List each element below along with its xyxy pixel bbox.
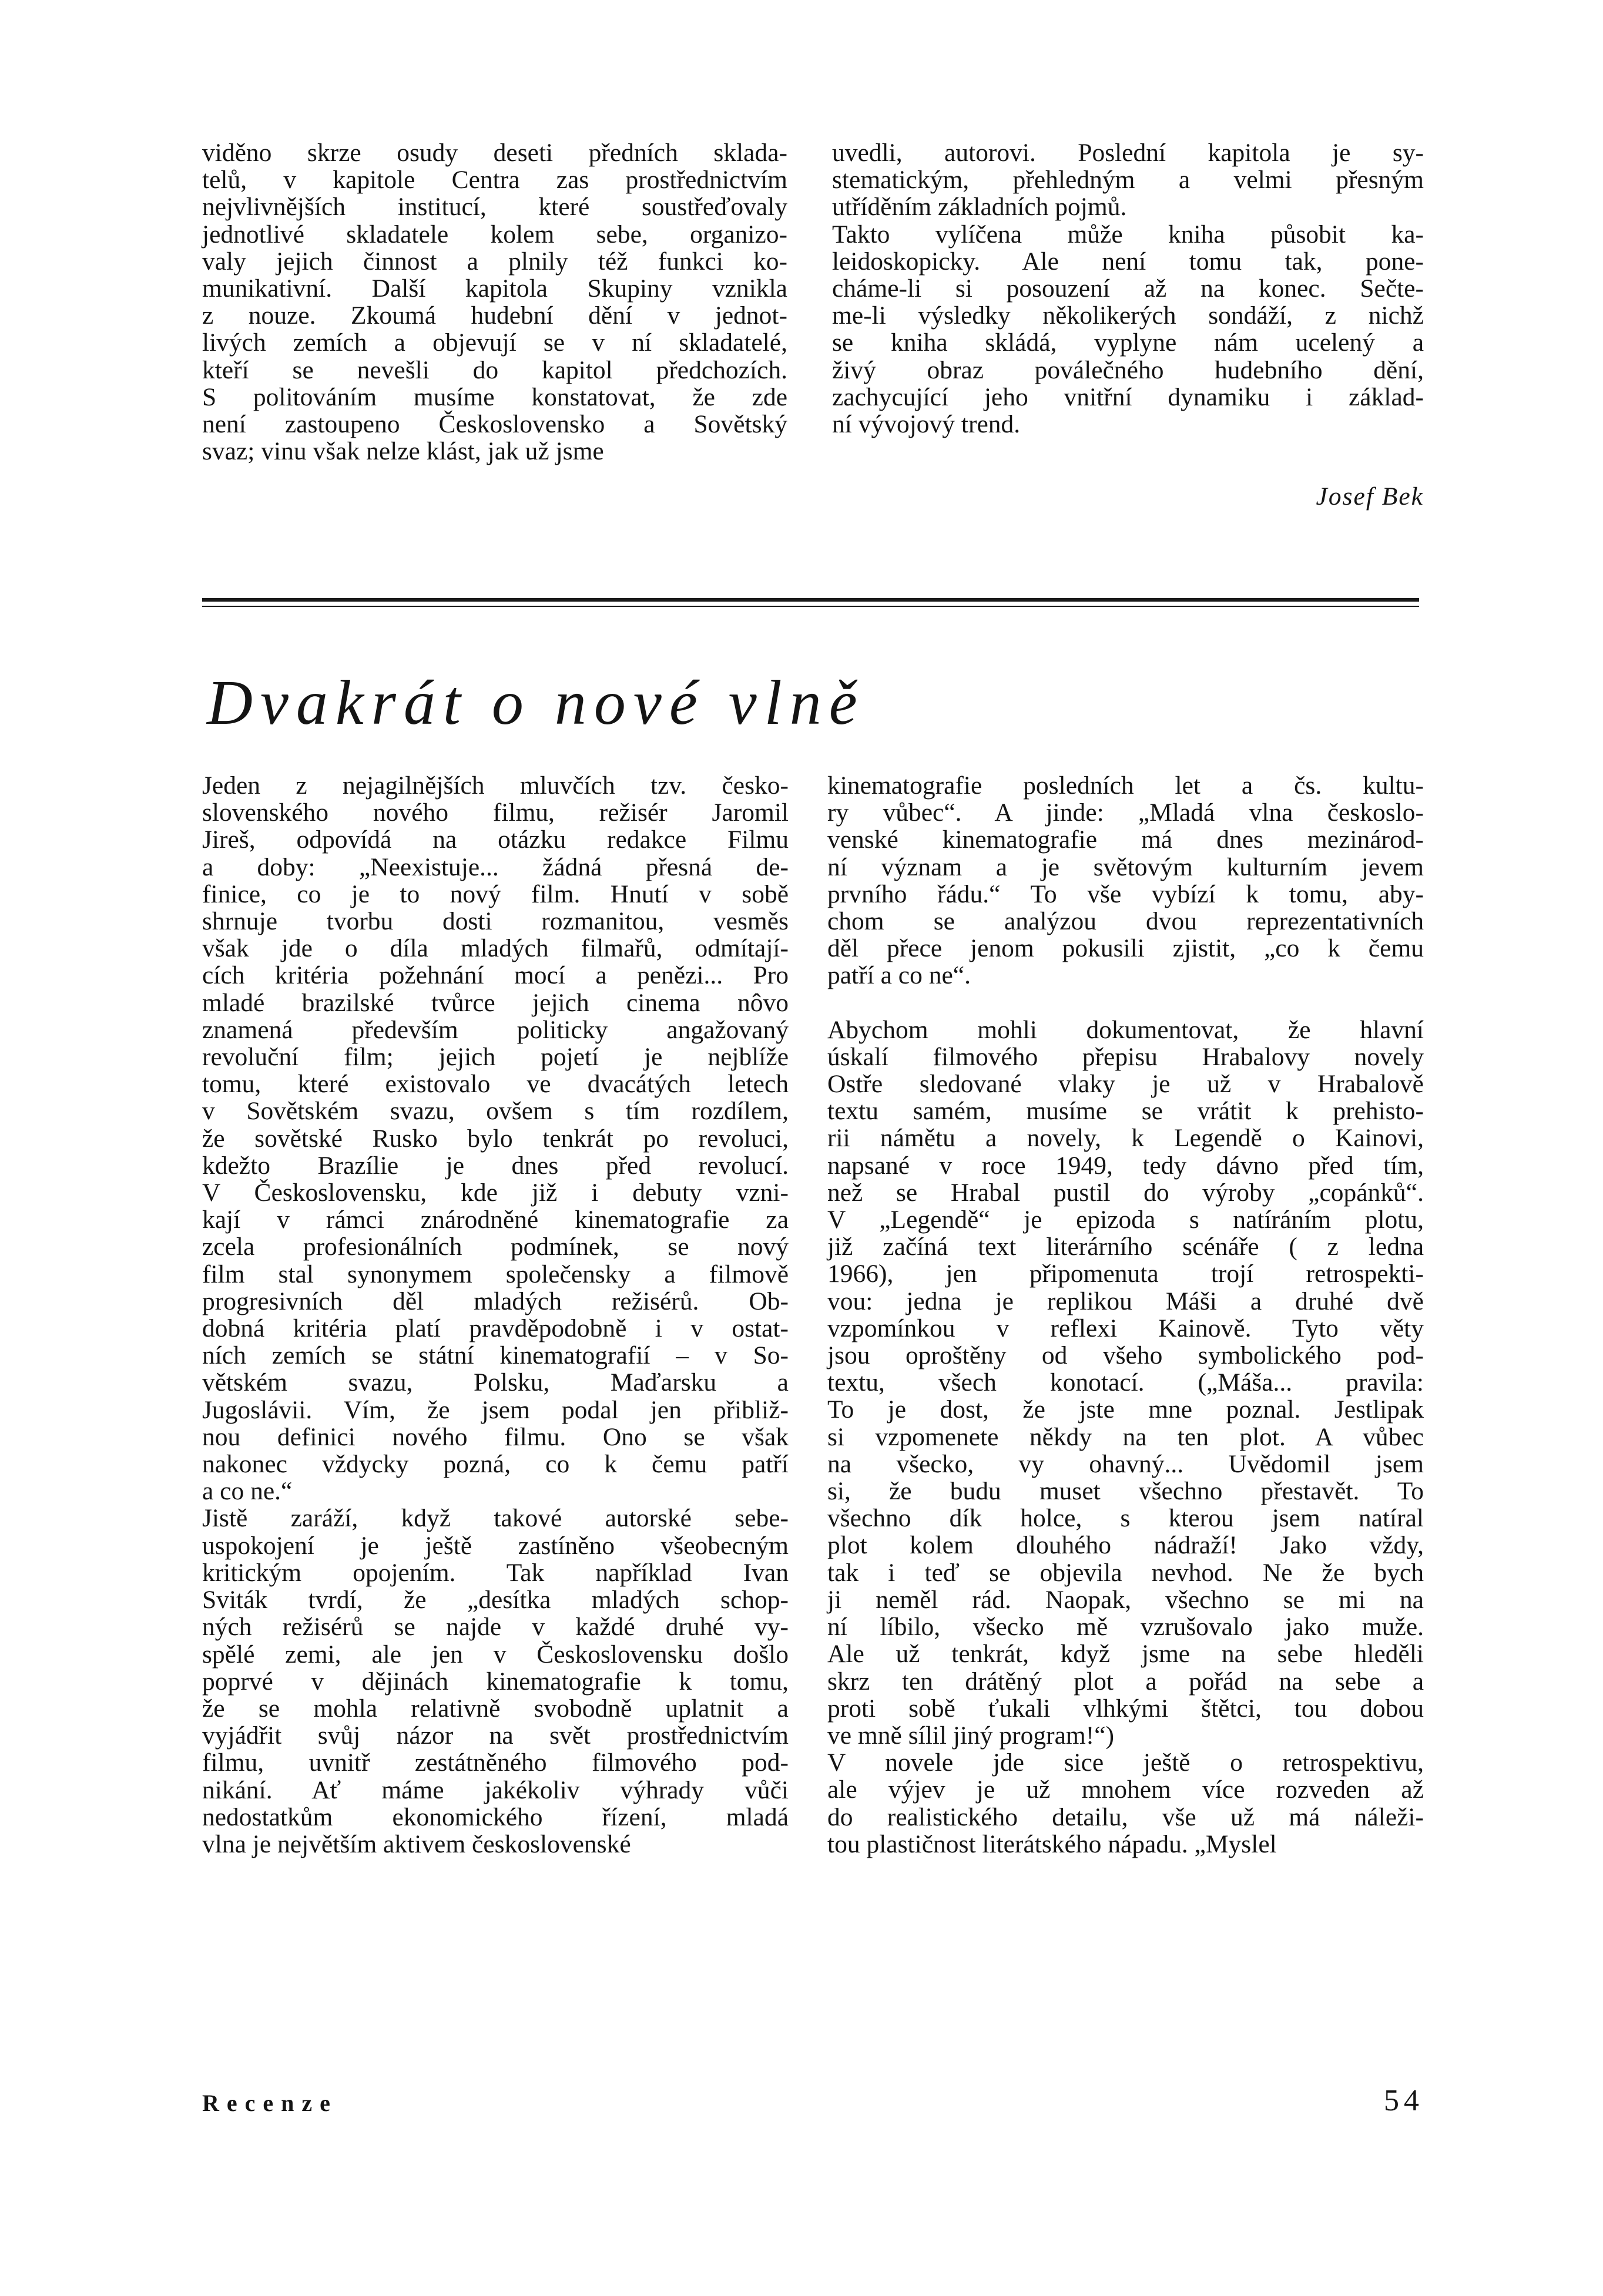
text-line: patří a co ne“. [827, 961, 971, 990]
text-line: Ale už tenkrát, když jsme na sebe hleděli [827, 1640, 1424, 1669]
text-line: kají v rámci znárodněné kinematografie za [202, 1206, 789, 1234]
text-line: cích kritéria požehnání mocí a penězi... Pro [202, 961, 789, 990]
section-divider-thin [202, 606, 1419, 607]
text-line: shrnuje tvorbu dosti rozmanitou, vesměs [202, 907, 789, 936]
text-line: viděno skrze osudy deseti předních sklada- [202, 139, 787, 167]
text-line: V novele jde sice ještě o retrospektivu, [827, 1748, 1424, 1777]
text-line: prvního řádu.“ To vše vybízí k tomu, aby- [827, 880, 1424, 908]
text-line: vlna je největším aktivem československé [202, 1830, 631, 1858]
text-line: zachycující jeho vnitřní dynamiku i základ- [832, 382, 1424, 411]
text-line: že se mohla relativně svobodně uplatnit a [202, 1694, 789, 1723]
text-line: Takto vylíčena může kniha působit ka- [832, 220, 1424, 249]
text-line: se kniha skládá, vyplyne nám ucelený a [832, 328, 1424, 357]
text-line: Jugoslávii. Vím, že jsem podal jen přibliž- [202, 1395, 789, 1424]
text-line: mladé brazilské tvůrce jejich cinema nôvo [202, 988, 789, 1017]
text-line: ných režisérů se najde v každé druhé vy- [202, 1613, 789, 1642]
text-line: vzpomínkou v reflexi Kainově. Tyto věty [827, 1314, 1424, 1342]
text-line: živý obraz poválečného hudebního dění, [832, 355, 1424, 384]
text-line: finice, co je to nový film. Hnutí v sobě [202, 880, 789, 908]
text-line: a doby: „Neexistuje... žádná přesná de- [202, 852, 789, 881]
text-line: spělé zemi, ale jen v Československu došlo [202, 1640, 789, 1669]
article-right-column [827, 772, 1424, 1858]
text-line: na všecko, vy ohavný... Uvědomil jsem [827, 1449, 1424, 1478]
text-line: v Sovětském svazu, ovšem s tím rozdílem, [202, 1097, 789, 1126]
text-line: cháme-li si posouzení až na konec. Sečte- [832, 274, 1424, 303]
text-line: úskalí filmového přepisu Hrabalovy novely [827, 1042, 1424, 1071]
text-line: jsou oproštěny od všeho symbolického pod- [827, 1341, 1424, 1370]
text-line: filmu, uvnitř zestátněného filmového pod- [202, 1748, 789, 1777]
text-line: již začíná text literárního scénáře ( z ledna [827, 1233, 1424, 1261]
text-line: dobná kritéria platí pravděpodobně i v ostat- [202, 1314, 789, 1343]
text-line: nikání. Ať máme jakékoliv výhrady vůči [202, 1775, 789, 1804]
article-left-column [202, 772, 789, 1858]
text-line: rii námětu a novely, k Legendě o Kainovi, [827, 1124, 1424, 1153]
text-line: kdežto Brazílie je dnes před revolucí. [202, 1151, 789, 1180]
text-line: Jireš, odpovídá na otázku redakce Filmu [202, 825, 789, 854]
text-line: revoluční film; jejich pojetí je nejblíže [202, 1043, 789, 1072]
text-line: Jistě zaráží, když takové autorské sebe- [202, 1504, 789, 1533]
text-line: zcela profesionálních podmínek, se nový [202, 1233, 789, 1261]
text-line: do realistického detailu, vše už má náleži- [827, 1802, 1424, 1831]
page-number: 54 [1384, 2084, 1424, 2117]
text-line: stematickým, přehledným a velmi přesným [832, 166, 1424, 194]
text-line: leidoskopicky. Ale není tomu tak, pone- [832, 247, 1424, 276]
text-line: 1966), jen připomenuta trojí retrospekti- [827, 1260, 1424, 1288]
text-line: větském svazu, Polsku, Maďarsku a [202, 1368, 789, 1397]
text-line: kritickým opojením. Tak například Ivan [202, 1558, 789, 1587]
text-line: a co ne.“ [202, 1477, 293, 1506]
top-left-column [202, 139, 787, 465]
text-line: ale výjev je už mnohem více rozveden až [827, 1775, 1424, 1804]
text-line: utříděním základních pojmů. [832, 193, 1127, 221]
author-signature: Josef Bek [1316, 482, 1424, 511]
text-line: ve mně sílil jiný program!“) [827, 1721, 1115, 1750]
text-line: než se Hrabal pustil do výroby „copánků“. [827, 1178, 1424, 1207]
text-line: svaz; vinu však nelze klást, jak už jsme [202, 437, 604, 466]
text-line: že sovětské Rusko bylo tenkrát po revoluci, [202, 1124, 789, 1153]
text-line: tomu, které existovalo ve dvacátých letech [202, 1070, 789, 1099]
text-line: ji neměl rád. Naopak, všechno se mi na [827, 1585, 1424, 1614]
text-line: valy jejich činnost a plnily též funkci ko- [202, 247, 787, 276]
text-line: venské kinematografie má dnes mezinárod- [827, 825, 1424, 854]
article-title: Dvakrát o nové vlně [207, 668, 865, 738]
text-line: nou definici nového filmu. Ono se však [202, 1422, 789, 1451]
text-line: nejvlivnějších institucí, které soustřeďovaly [202, 193, 787, 221]
text-line: si vzpomenete někdy na ten plot. A vůbec [827, 1422, 1424, 1451]
text-line: V „Legendě“ je epizoda s natíráním plotu, [827, 1206, 1424, 1234]
text-line: všechno dík holce, s kterou jsem natíral [827, 1504, 1424, 1533]
text-line: nedostatkům ekonomického řízení, mladá [202, 1802, 789, 1831]
text-line: tou plastičnost literátského nápadu. „Myslel [827, 1830, 1277, 1858]
text-line: To je dost, že jste mne poznal. Jestlipak [827, 1395, 1424, 1424]
text-line: telů, v kapitole Centra zas prostřednictvím [202, 166, 787, 194]
text-line: z nouze. Zkoumá hudební dění v jednot- [202, 301, 787, 330]
paragraph-gap [827, 989, 1424, 1016]
text-line: uvedli, autorovi. Poslední kapitola je sy- [832, 139, 1424, 167]
section-divider-thick [202, 598, 1419, 602]
text-line: nakonec vždycky pozná, co k čemu patří [202, 1450, 789, 1479]
footer-section-label: Recenze [202, 2090, 338, 2116]
text-line: me-li výsledky několikerých sondáží, z nichž [832, 301, 1424, 330]
text-line: kinematografie posledních let a čs. kultu- [827, 771, 1424, 800]
top-right-column [832, 139, 1424, 438]
text-line: si, že budu muset všechno přestavět. To [827, 1477, 1424, 1506]
text-line: poprvé v dějinách kinematografie k tomu, [202, 1667, 789, 1696]
text-line: vou: jedna je replikou Máši a druhé dvě [827, 1287, 1424, 1315]
text-line: Jeden z nejagilnějších mluvčích tzv. česko- [202, 771, 789, 800]
text-line: chom se analýzou dvou reprezentativních [827, 907, 1424, 936]
text-line: textu samém, musíme se vrátit k prehisto- [827, 1097, 1424, 1126]
text-line: kteří se nevešli do kapitol předchozích. [202, 355, 787, 384]
text-line: jednotlivé skladatele kolem sebe, organizo- [202, 220, 787, 249]
text-line: film stal synonymem společensky a filmově [202, 1260, 789, 1288]
text-line: znamená především politicky angažovaný [202, 1015, 789, 1044]
text-line: tak i teď se objevila nevhod. Ne že bych [827, 1558, 1424, 1587]
text-line: však jde o díla mladých filmařů, odmítají- [202, 934, 789, 963]
text-line: vyjádřit svůj názor na svět prostřednictvím [202, 1721, 789, 1750]
text-line: Sviták tvrdí, že „desítka mladých schop- [202, 1586, 789, 1614]
text-line: munikativní. Další kapitola Skupiny vznikla [202, 274, 787, 303]
text-line: ry vůbec“. A jinde: „Mladá vlna českoslo- [827, 798, 1424, 827]
text-line: není zastoupeno Československo a Sovětský [202, 410, 787, 439]
text-line: plot kolem dlouhého nádraží! Jako vždy, [827, 1531, 1424, 1560]
text-line: skrz ten drátěný plot a pořád na sebe a [827, 1667, 1424, 1696]
text-line: Abychom mohli dokumentovat, že hlavní [827, 1015, 1424, 1044]
text-line: ní vývojový trend. [832, 410, 1021, 439]
text-line: napsané v roce 1949, tedy dávno před tím, [827, 1151, 1424, 1180]
text-line: Ostře sledované vlaky je už v Hrabalově [827, 1070, 1424, 1099]
text-line: ní líbilo, všecko mě vzrušovalo jako muže. [827, 1613, 1424, 1642]
text-line: textu, všech konotací. („Máša... pravila: [827, 1368, 1424, 1397]
text-line: proti sobě ťukali vlhkými štětci, tou dobou [827, 1694, 1424, 1723]
text-line: V Československu, kde již i debuty vzni- [202, 1179, 789, 1207]
text-line: uspokojení je ještě zastíněno všeobecným [202, 1531, 789, 1560]
text-line: livých zemích a objevují se v ní skladatelé, [202, 328, 787, 357]
text-line: ních zemích se státní kinematografií – v So- [202, 1341, 789, 1370]
text-line: S politováním musíme konstatovat, že zde [202, 382, 787, 411]
text-line: slovenského nového filmu, režisér Jaromil [202, 798, 789, 827]
text-line: ní význam a je světovým kulturním jevem [827, 852, 1424, 881]
text-line: děl přece jenom pokusili zjistit, „co k čemu [827, 934, 1424, 963]
text-line: progresivních děl mladých režisérů. Ob- [202, 1287, 789, 1315]
